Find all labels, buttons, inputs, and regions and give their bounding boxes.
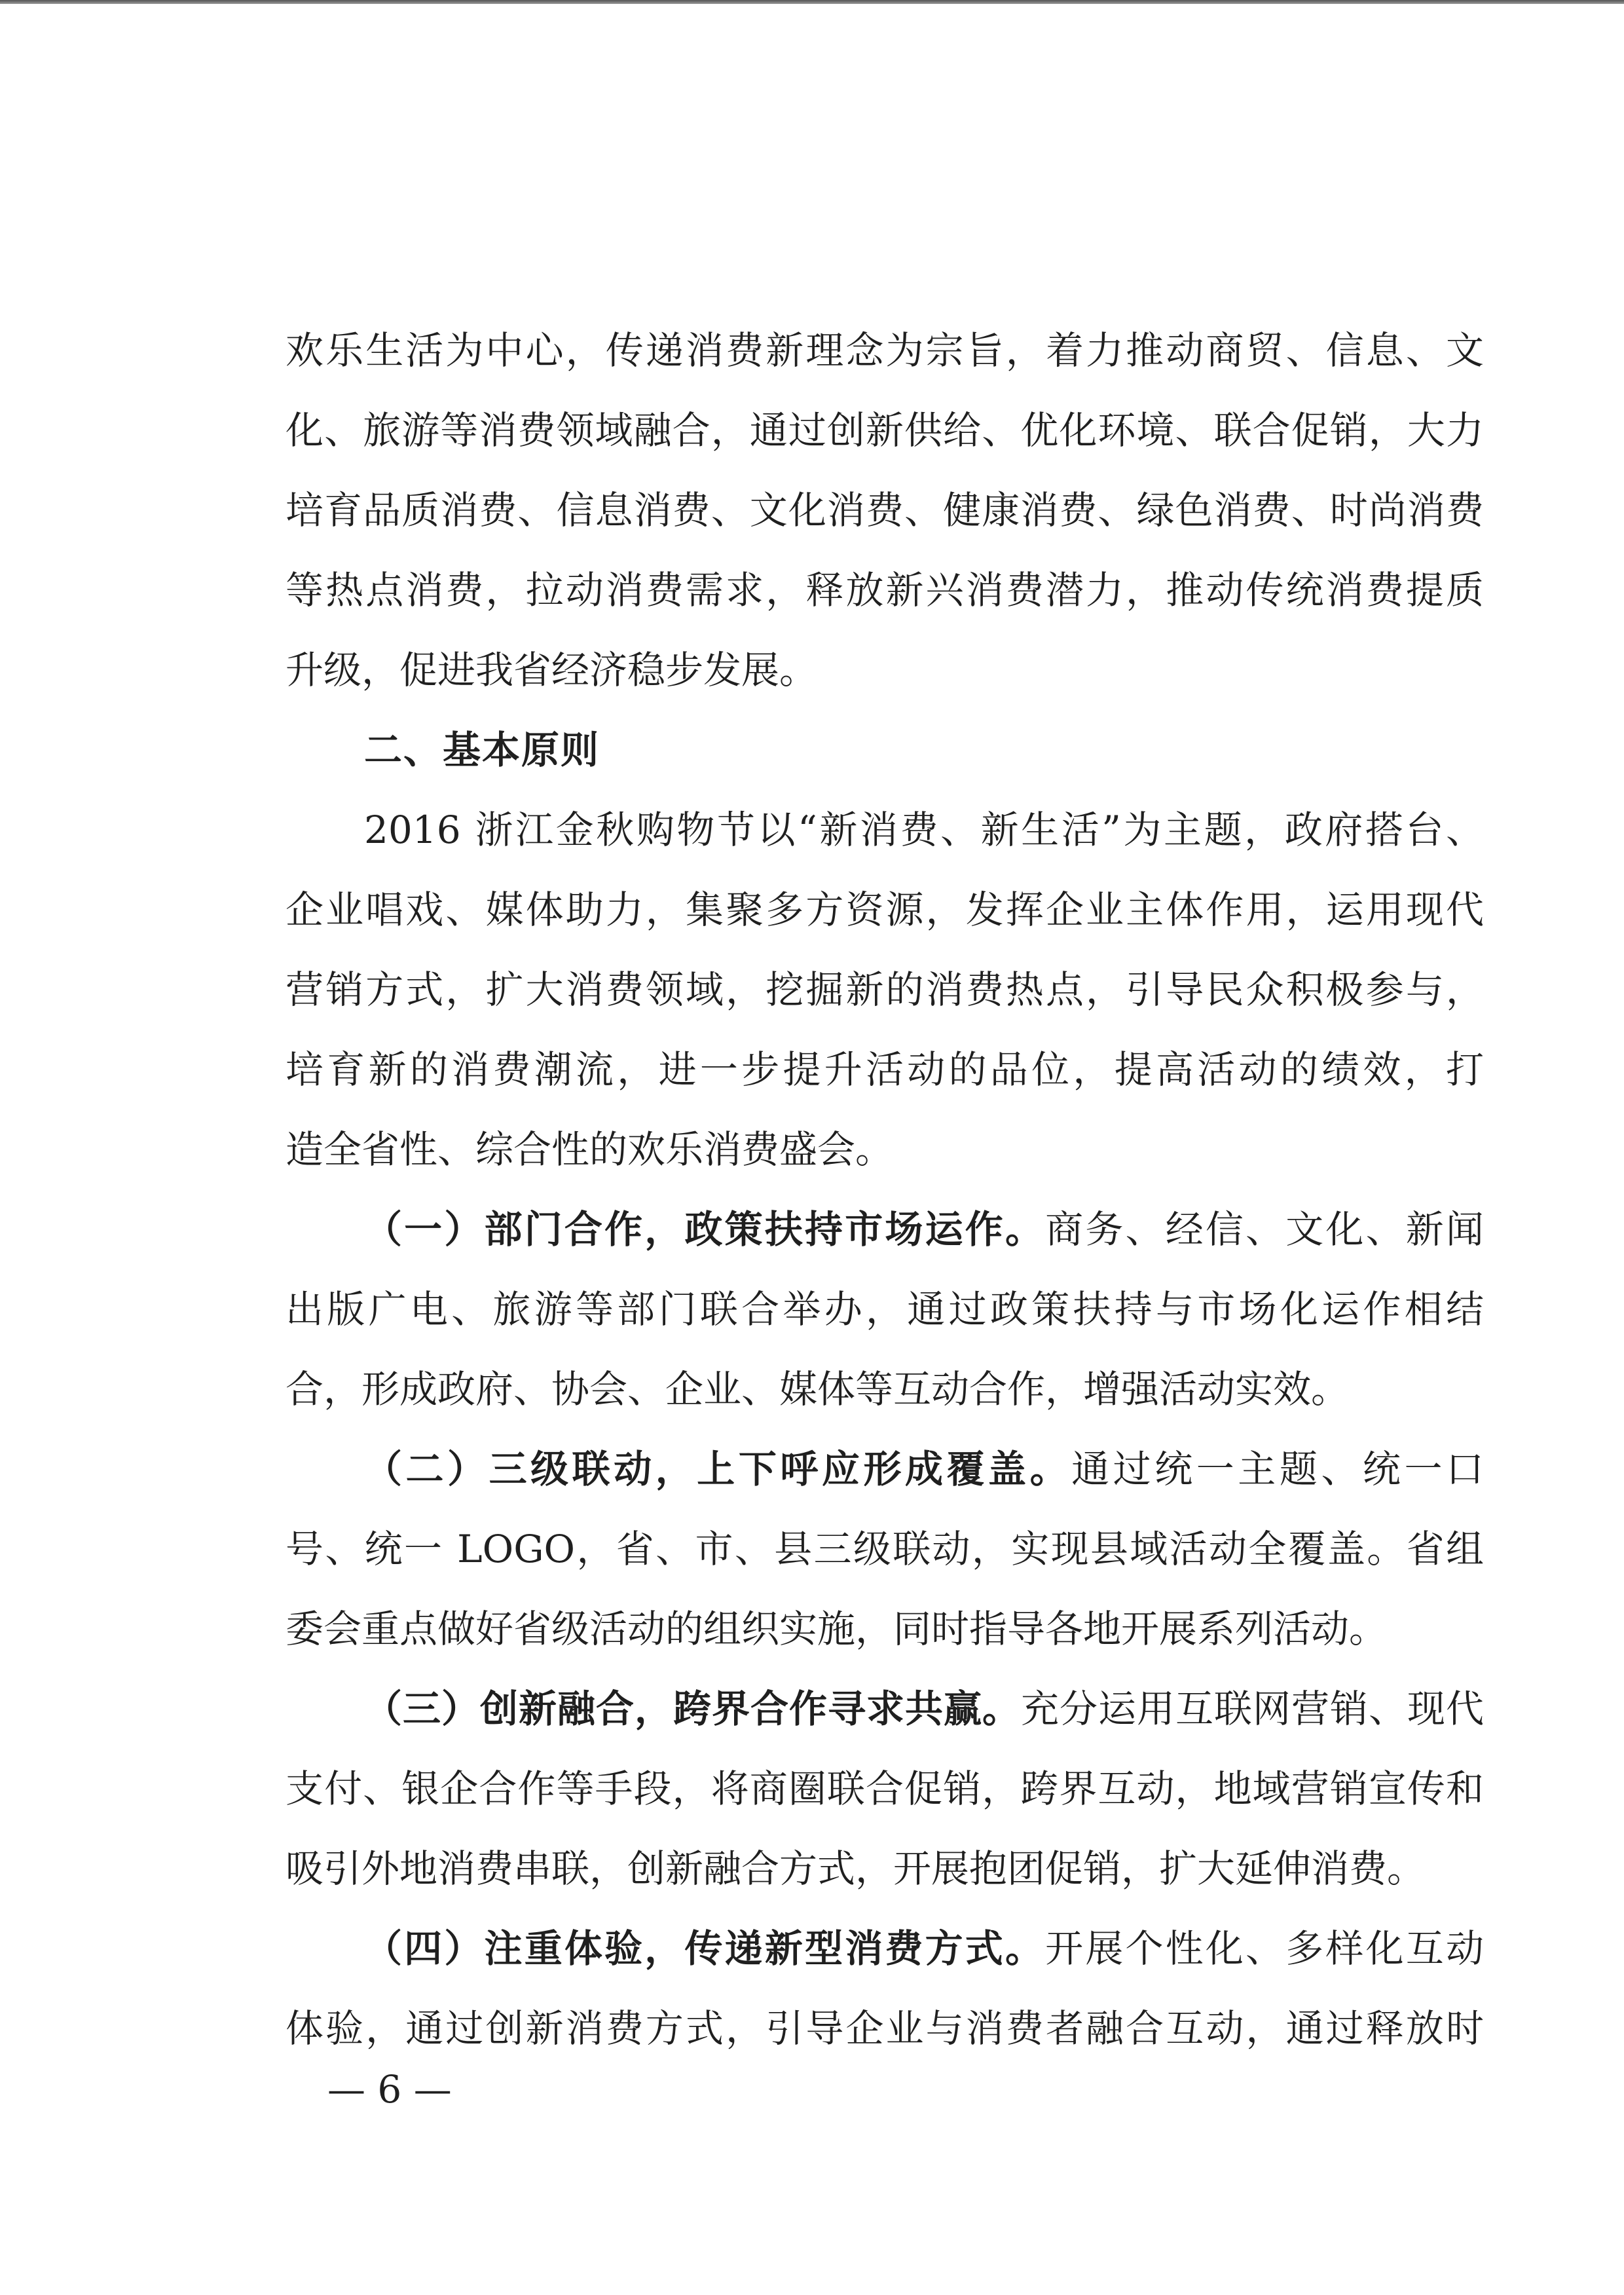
principle-item-3: [286, 1669, 1484, 1909]
item-title: （二）三级联动，上下呼应形成覆盖。: [364, 1447, 1072, 1491]
intro-paragraph: [286, 310, 1484, 710]
item-text: 通过统一主题、统一口: [1071, 1447, 1484, 1491]
item-text: 开展个性化、多样化互动: [1045, 1926, 1484, 1971]
paragraph-line: 造全省性、综合性的欢乐消费盛会。: [286, 1127, 894, 1172]
paragraph-line: 号、统一 LOGO，省、市、县三级联动，实现县域活动全覆盖。省组: [286, 1527, 1484, 1571]
paragraph-line: 合，形成政府、协会、企业、媒体等互动合作，增强活动实效。: [286, 1367, 1350, 1411]
item-title: （一）部门合作，政策扶持市场运作。: [364, 1207, 1046, 1252]
principle-item-1: [286, 1189, 1484, 1429]
item-text: 商务、经信、文化、新闻: [1045, 1207, 1484, 1252]
section-heading: 二、基本原则: [364, 728, 600, 772]
paragraph-line: 等热点消费，拉动消费需求，释放新兴消费潜力，推动传统消费提质: [286, 568, 1484, 612]
paragraph-line: 营销方式，扩大消费领域，挖掘新的消费热点，引导民众积极参与，: [286, 967, 1484, 1012]
paragraph-line: 升级，促进我省经济稳步发展。: [286, 648, 818, 692]
item-first-line: [286, 1909, 1484, 1988]
paragraph-line: 体验，通过创新消费方式，引导企业与消费者融合互动，通过释放时: [286, 2006, 1484, 2051]
page-number: — 6 —: [327, 2067, 452, 2112]
item-first-line: [286, 1429, 1484, 1509]
paragraph-line: 企业唱戏、媒体助力，集聚多方资源，发挥企业主体作用，运用现代: [286, 887, 1484, 932]
paragraph-line: 欢乐生活为中心，传递消费新理念为宗旨，着力推动商贸、信息、文: [286, 328, 1484, 373]
scan-top-edge: [0, 0, 1624, 4]
paragraph-line: 委会重点做好省级活动的组织实施，同时指导各地开展系列活动。: [286, 1607, 1388, 1651]
item-first-line: [286, 1669, 1484, 1749]
paragraph-line: 吸引外地消费串联，创新融合方式，开展抱团促销，扩大延伸消费。: [286, 1846, 1426, 1891]
paragraph-line: 出版广电、旅游等部门联合举办，通过政策扶持与市场化运作相结: [286, 1287, 1484, 1332]
item-text: 充分运用互联网营销、现代: [1020, 1687, 1484, 1731]
document-body: [286, 310, 1484, 2068]
principle-item-4: [286, 1909, 1484, 2068]
item-title: （四）注重体验，传递新型消费方式。: [364, 1926, 1046, 1971]
principles-paragraph: [286, 790, 1484, 1189]
principle-item-2: [286, 1429, 1484, 1669]
paragraph-line: 培育品质消费、信息消费、文化消费、健康消费、绿色消费、时尚消费: [286, 488, 1484, 532]
item-first-line: [286, 1189, 1484, 1269]
paragraph-line: 培育新的消费潮流，进一步提升活动的品位，提高活动的绩效，打: [286, 1047, 1484, 1092]
item-title: （三）创新融合，跨界合作寻求共赢。: [364, 1687, 1021, 1731]
paragraph-line: 2016 浙江金秋购物节以“新消费、新生活”为主题，政府搭台、: [364, 808, 1484, 852]
paragraph-line: 化、旅游等消费领域融合，通过创新供给、优化环境、联合促销，大力: [286, 408, 1484, 453]
paragraph-line: 支付、银企合作等手段，将商圈联合促销，跨界互动，地域营销宣传和: [286, 1766, 1484, 1811]
